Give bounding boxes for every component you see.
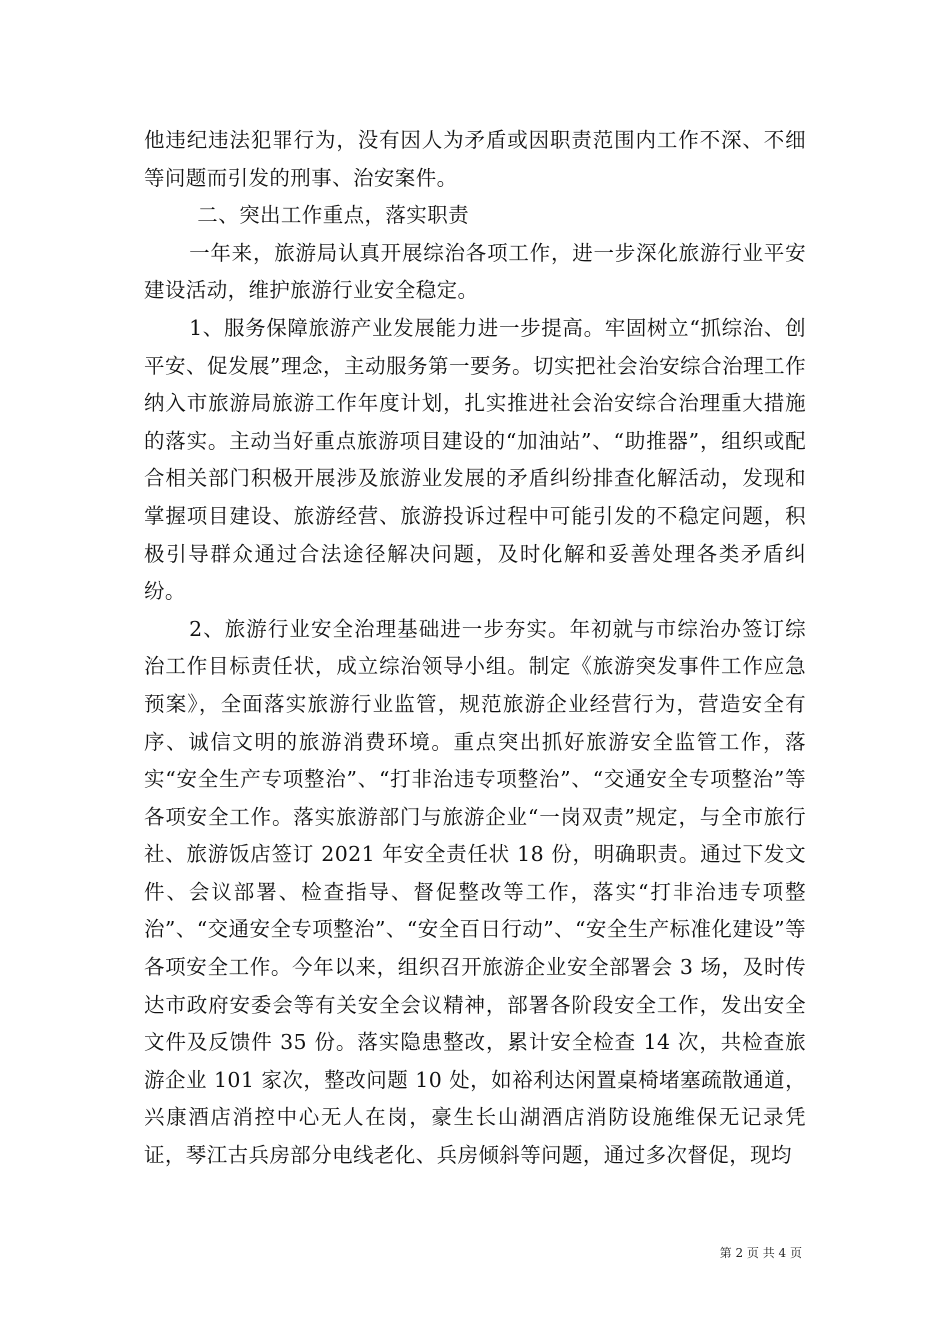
page-number-footer: 第 2 页 共 4 页 bbox=[719, 1246, 802, 1260]
paragraph-intro: 一年来，旅游局认真开展综治各项工作，进一步深化旅游行业平安建设活动，维护旅游行业安全稳定。 bbox=[144, 240, 806, 303]
paragraph-item-2: 2、旅游行业安全治理基础进一步夯实。年初就与市综治办签订综治工作目标责任状，成立综治领导小组。制定《旅游突发事件工作应急预案》，全面落实旅游行业监管，规范旅游企业经营行为，营造安全有序、诚信文明的旅游消费环境。重点突出抓好旅游安全监管工作，落实“安全生产专项整治”、“打非治违专项整治”、“交通安全专项整治”等各项安全工作。落实旅游部门与旅游企业“一岗双责”规定，与全市旅行社、旅游饭店签订 2021 年安全责任状 18 份，明确职责。通过下发文件、会议部署、检查指导、督促整改等工作，落实“打非治违专项整治”、“交通安全专项整治”、“安全百日行动”、“安全生产标准化建设”等各项安全工作。今年以来，组织召开旅游企业安全部署会 3 场，及时传达市政府安委会等有关安全会议精神，部署各阶段安全工作，发出安全文件及反馈件 35 份。落实隐患整改，累计安全检查 14 次，共检查旅游企业 101 家次，整改问题 10 处，如裕利达闲置桌椅堵塞疏散通道，兴康酒店消控中心无人在岗，豪生长山湖酒店消防设施维保无记录凭证，琴江古兵房部分电线老化、兵房倾斜等问题，通过多次督促，现均 bbox=[144, 616, 806, 1168]
section-heading: 二、突出工作重点，落实职责 bbox=[197, 203, 469, 228]
document-body bbox=[144, 122, 806, 1175]
paragraph-item-1: 1、服务保障旅游产业发展能力进一步提高。牢固树立“抓综治、创平安、促发展”理念，主动服务第一要务。切实把社会治安综合治理工作纳入市旅游局旅游工作年度计划，扎实推进社会治安综合治理重大措施的落实。主动当好重点旅游项目建设的“加油站”、“助推器”，组织或配合相关部门积极开展涉及旅游业发展的矛盾纠纷排查化解活动，发现和掌握项目建设、旅游经营、旅游投诉过程中可能引发的不稳定问题，积极引导群众通过合法途径解决问题，及时化解和妥善处理各类矛盾纠纷。 bbox=[144, 315, 806, 604]
paragraph-continuation: 他违纪违法犯罪行为，没有因人为矛盾或因职责范围内工作不深、不细等问题而引发的刑事、治安案件。 bbox=[144, 128, 806, 190]
